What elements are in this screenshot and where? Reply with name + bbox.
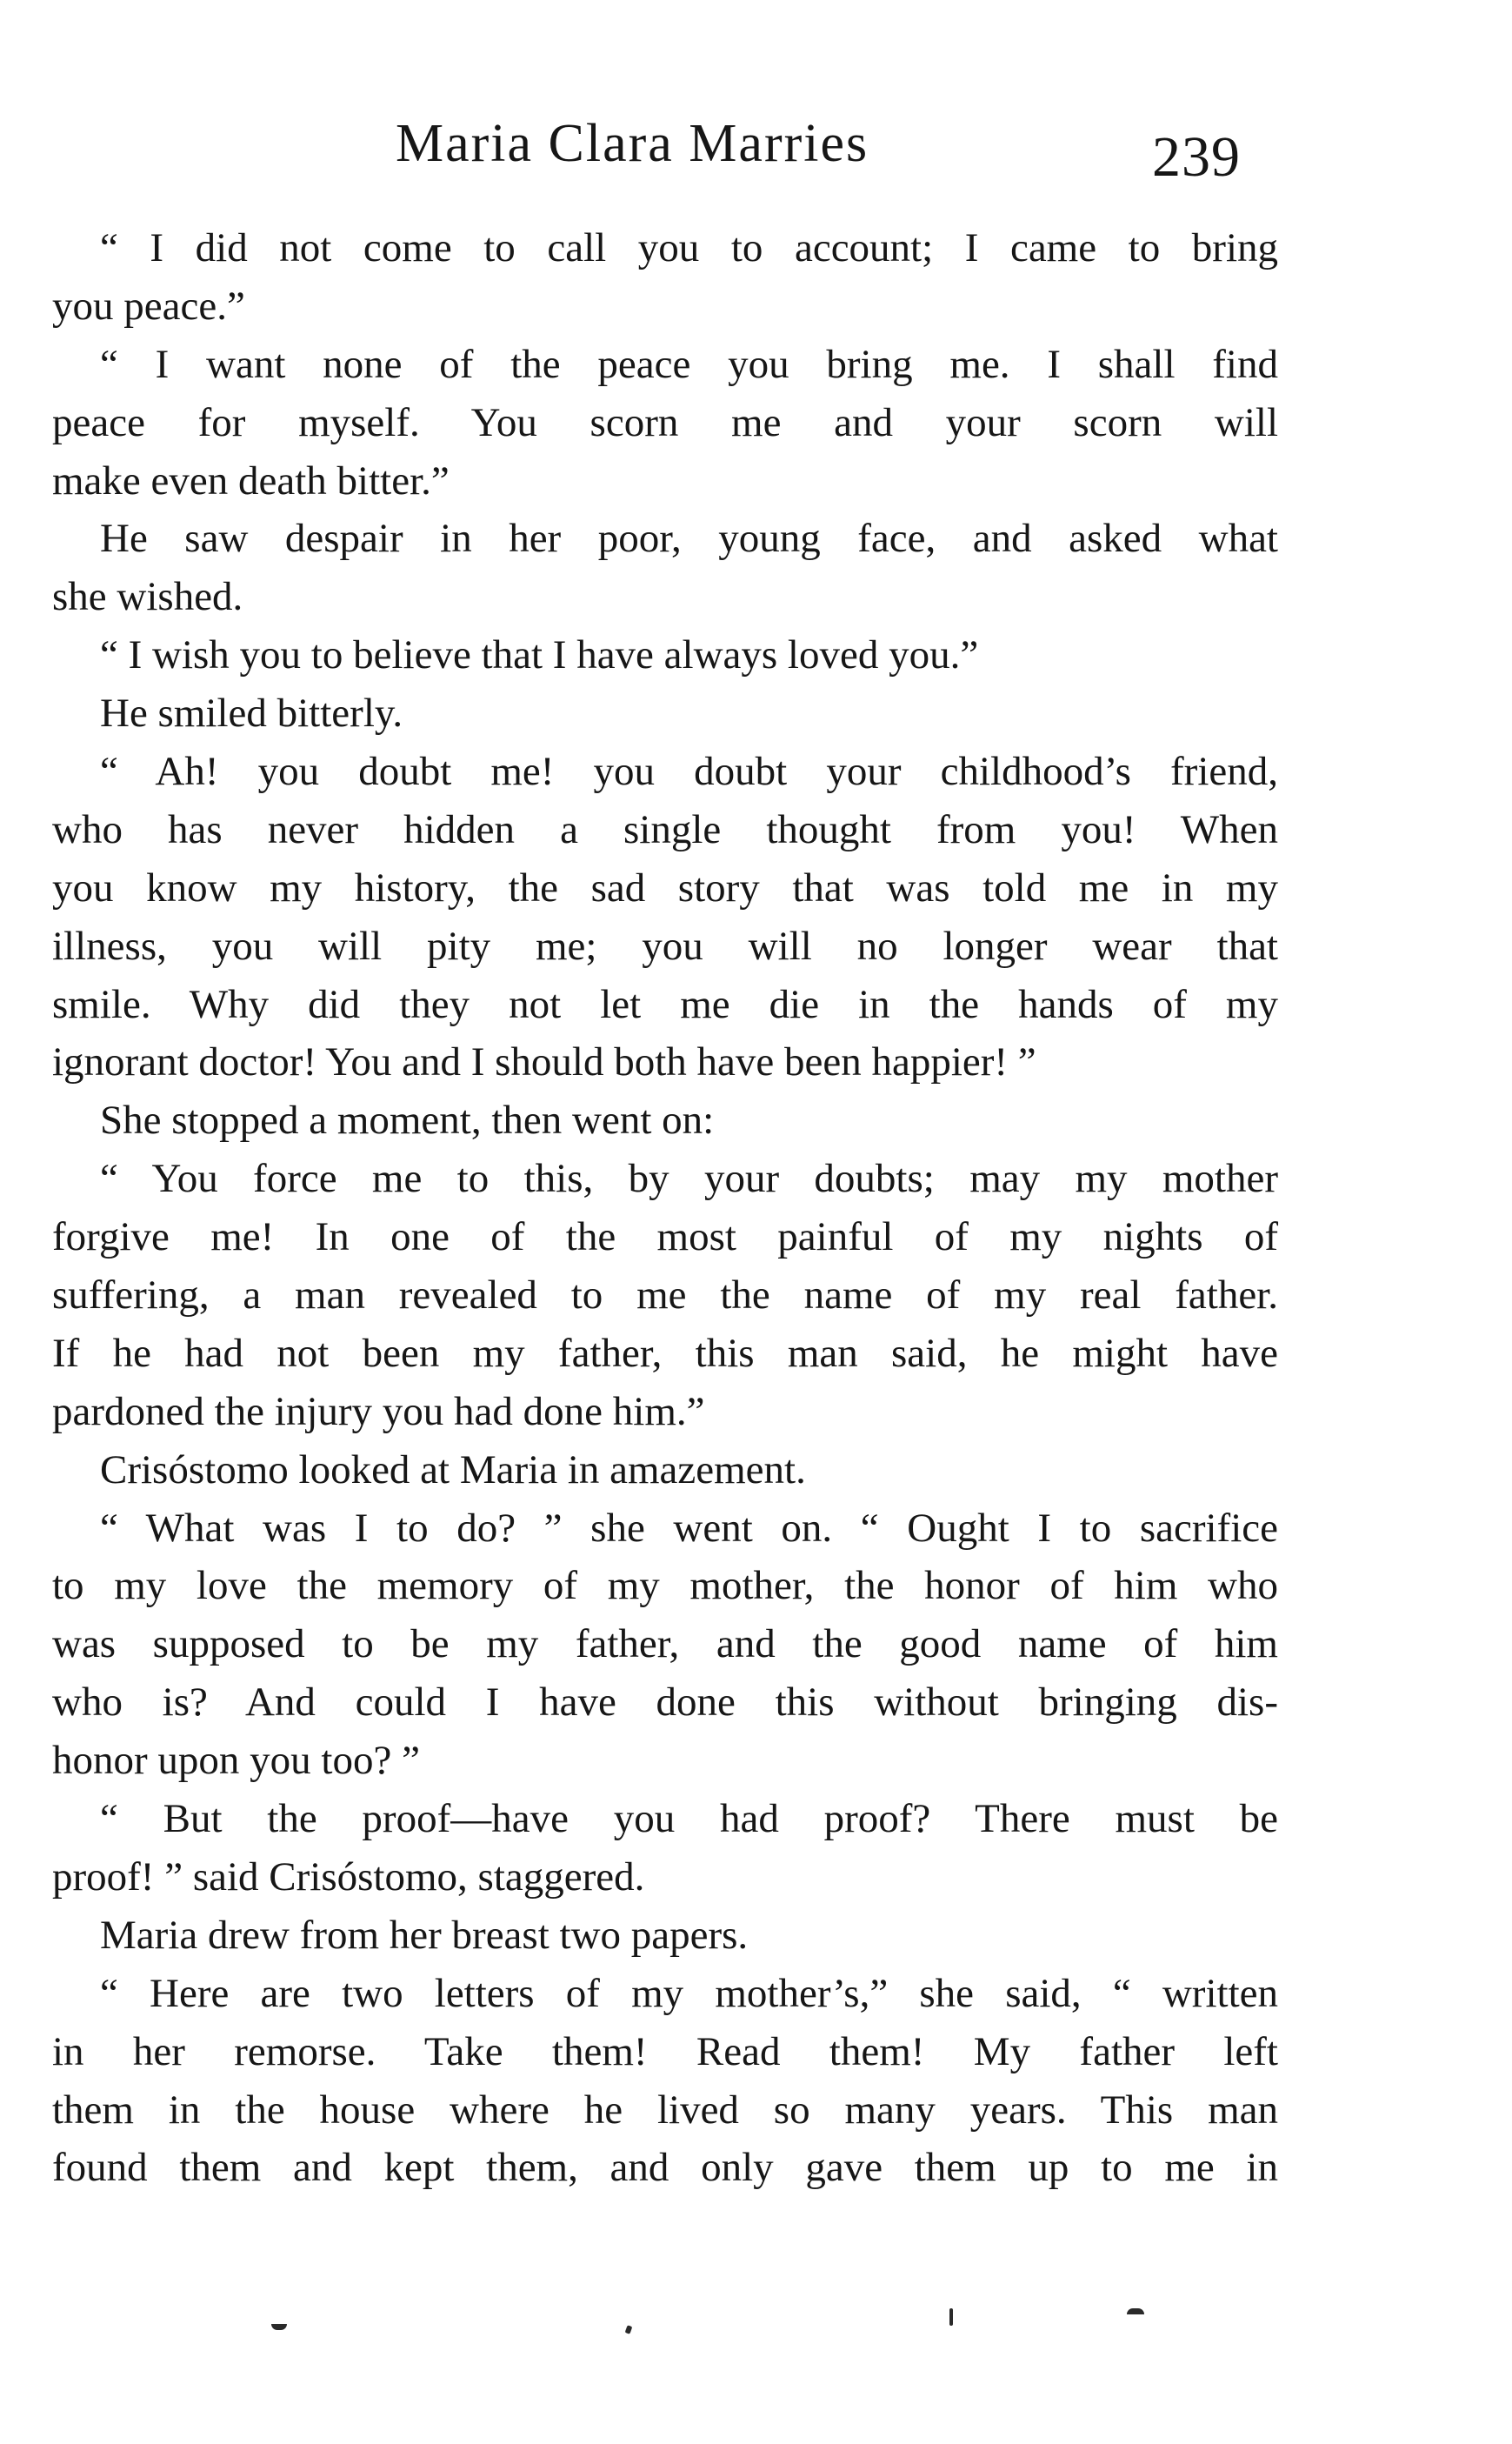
text-line: “ I did not come to call you to account; I came to bring [100,225,1278,270]
text-line: in her remorse. Take them! Read them! My father left [52,2028,1278,2074]
text-line: “ Ah! you doubt me! you doubt your childhood’s friend, [100,749,1278,795]
text-line: He smiled bitterly. [100,691,403,737]
text-line: “ I wish you to believe that I have always loved you.” [100,632,979,678]
text-line: “ Here are two letters of my mother’s,” she said, “ written [100,1970,1278,2016]
page-number: 239 [1152,125,1241,189]
text-line: “ What was I to do? ” she went on. “ Ought I to sacrifice [100,1505,1278,1551]
text-line: was supposed to be my father, and the good name of him [52,1621,1278,1667]
text-line: She stopped a moment, then went on: [100,1098,715,1144]
text-line: who is? And could I have done this without bringing dis- [52,1679,1278,1726]
text-line: forgive me! In one of the most painful of my nights of [52,1214,1278,1260]
text-line: make even death bitter.” [52,457,450,504]
text-line: to my love the memory of my mother, the honor of him who [52,1563,1278,1609]
ink-speck [949,2308,953,2326]
text-line: proof! ” said Crisóstomo, staggered. [52,1853,645,1900]
text-line: If he had not been my father, this man said, he might have [52,1330,1278,1376]
text-line: “ I want none of the peace you bring me. I shall find [100,341,1278,387]
text-line: “ But the proof—have you had proof? There must be [100,1796,1278,1842]
text-line: illness, you will pity me; you will no longer wear that [52,923,1278,969]
ink-speck [271,2324,287,2330]
text-line: peace for myself. You scorn me and your scorn will [52,399,1278,445]
text-line: “ You force me to this, by your doubts; may my mother [100,1156,1278,1202]
text-line: you peace.” [52,283,245,329]
running-title: Maria Clara Marries [396,114,869,173]
text-line: honor upon you too? ” [52,1738,420,1784]
text-line: smile. Why did they not let me die in the hands of my [52,981,1278,1027]
ink-speck [625,2325,633,2334]
print-specks [0,2305,1512,2357]
text-line: Maria drew from her breast two papers. [100,1912,749,1958]
body-text [52,219,1278,2197]
text-line: pardoned the injury you had done him.” [52,1388,705,1434]
text-line: suffering, a man revealed to me the name of my real father. [52,1272,1278,1319]
text-line: you know my history, the sad story that was told me in my [52,865,1278,911]
text-line: who has never hidden a single thought from you! When [52,806,1278,852]
text-line: ignorant doctor! You and I should both have been happier! ” [52,1039,1036,1085]
text-line: Crisóstomo looked at Maria in amazement. [100,1446,806,1492]
text-line: found them and kept them, and only gave them up to me in [52,2145,1278,2191]
running-head [0,104,1512,189]
text-line: He saw despair in her poor, young face, and asked what [100,516,1278,562]
text-line: she wished. [52,574,243,620]
ink-speck [1127,2308,1144,2314]
text-line: them in the house where he lived so many years. This man [52,2087,1278,2133]
